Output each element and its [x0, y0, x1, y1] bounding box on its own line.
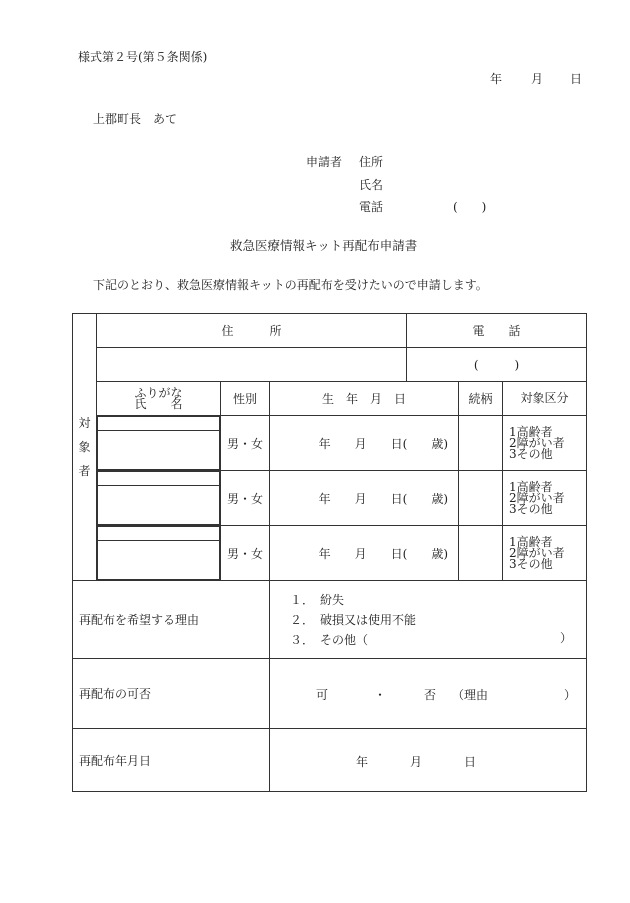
approval-field[interactable] — [270, 659, 587, 729]
phone-field[interactable]: ( ) — [407, 348, 587, 382]
document-title: 救急医療情報キット再配布申請書 — [230, 238, 418, 253]
gender-field[interactable]: 男・女 — [221, 416, 270, 471]
date-month-label: 月 — [531, 72, 544, 86]
category-field[interactable]: 1高齢者 2障がい者 3その他 — [503, 416, 587, 471]
person-name-cell[interactable] — [97, 526, 221, 581]
redistribution-date-label: 再配布年月日 — [73, 729, 270, 792]
gender-field[interactable]: 男・女 — [221, 471, 270, 526]
furigana-field[interactable] — [98, 417, 220, 431]
person-name-cell[interactable] — [97, 416, 221, 471]
birthdate-field[interactable]: 年 月 日( 歳) — [270, 526, 459, 581]
approval-ng[interactable]: 否 — [424, 688, 437, 702]
approval-close-paren: ） — [564, 688, 577, 702]
applicant-label: 申請者 — [306, 155, 343, 169]
intro-text: 下記のとおり、救急医療情報キットの再配布を受けたいので申請します。 — [93, 278, 488, 292]
redistribution-year: 年 — [356, 755, 369, 769]
address-header: 住 所 — [97, 314, 407, 348]
name-field[interactable] — [98, 431, 220, 470]
furigana-field[interactable] — [98, 527, 220, 541]
addressee: 上郡町長 あて — [93, 112, 178, 126]
approval-label: 再配布の可否 — [73, 659, 270, 729]
approval-ok[interactable]: 可 — [316, 688, 329, 702]
reason-label: 再配布を希望する理由 — [73, 581, 270, 659]
category-field[interactable]: 1高齢者 2障がい者 3その他 — [503, 471, 587, 526]
reason-option-lost[interactable]: １． 紛失 — [290, 592, 345, 607]
relation-field[interactable] — [459, 526, 503, 581]
gender-field[interactable]: 男・女 — [221, 526, 270, 581]
redistribution-date-field[interactable] — [270, 729, 587, 792]
approval-reason-label: （理由 — [452, 688, 489, 702]
birthdate-field[interactable]: 年 月 日( 歳) — [270, 471, 459, 526]
person-row — [73, 416, 587, 471]
name-field[interactable] — [98, 541, 220, 580]
applicant-name-label: 氏名 — [359, 178, 384, 192]
person-row — [73, 471, 587, 526]
relation-field[interactable] — [459, 416, 503, 471]
person-name-cell[interactable] — [97, 471, 221, 526]
date-day-label: 日 — [570, 72, 583, 86]
applicant-phone-paren: ( ) — [453, 200, 487, 214]
applicant-phone-label: 電話 — [359, 200, 384, 214]
category-field[interactable]: 1高齢者 2障がい者 3その他 — [503, 526, 587, 581]
reason-option-other[interactable]: ３． その他（ — [290, 632, 369, 647]
form-number: 様式第２号(第５条関係) — [78, 50, 208, 64]
relation-field[interactable] — [459, 471, 503, 526]
approval-separator: ・ — [374, 688, 387, 702]
date-year-label: 年 — [490, 72, 503, 86]
phone-header: 電 話 — [407, 314, 587, 348]
reason-option-damaged[interactable]: ２． 破損又は使用不能 — [290, 612, 417, 627]
birthdate-field[interactable]: 年 月 日( 歳) — [270, 416, 459, 471]
gender-header: 性別 — [221, 382, 270, 416]
redistribution-day: 日 — [464, 755, 477, 769]
reason-close-paren: ） — [560, 631, 573, 645]
applicant-address-label: 住所 — [359, 155, 384, 169]
furigana-field[interactable] — [98, 472, 220, 486]
relation-header: 続柄 — [459, 382, 503, 416]
category-header: 対象区分 — [503, 382, 587, 416]
name-header: ふりがな 氏 名 — [97, 382, 221, 416]
name-field[interactable] — [98, 486, 220, 525]
redistribution-month: 月 — [410, 755, 423, 769]
reason-options[interactable] — [270, 581, 587, 659]
person-row — [73, 526, 587, 581]
application-table — [72, 313, 587, 792]
address-field[interactable] — [97, 348, 407, 382]
birthdate-header: 生 年 月 日 — [270, 382, 459, 416]
target-person-label: 対 象 者 — [73, 314, 97, 581]
